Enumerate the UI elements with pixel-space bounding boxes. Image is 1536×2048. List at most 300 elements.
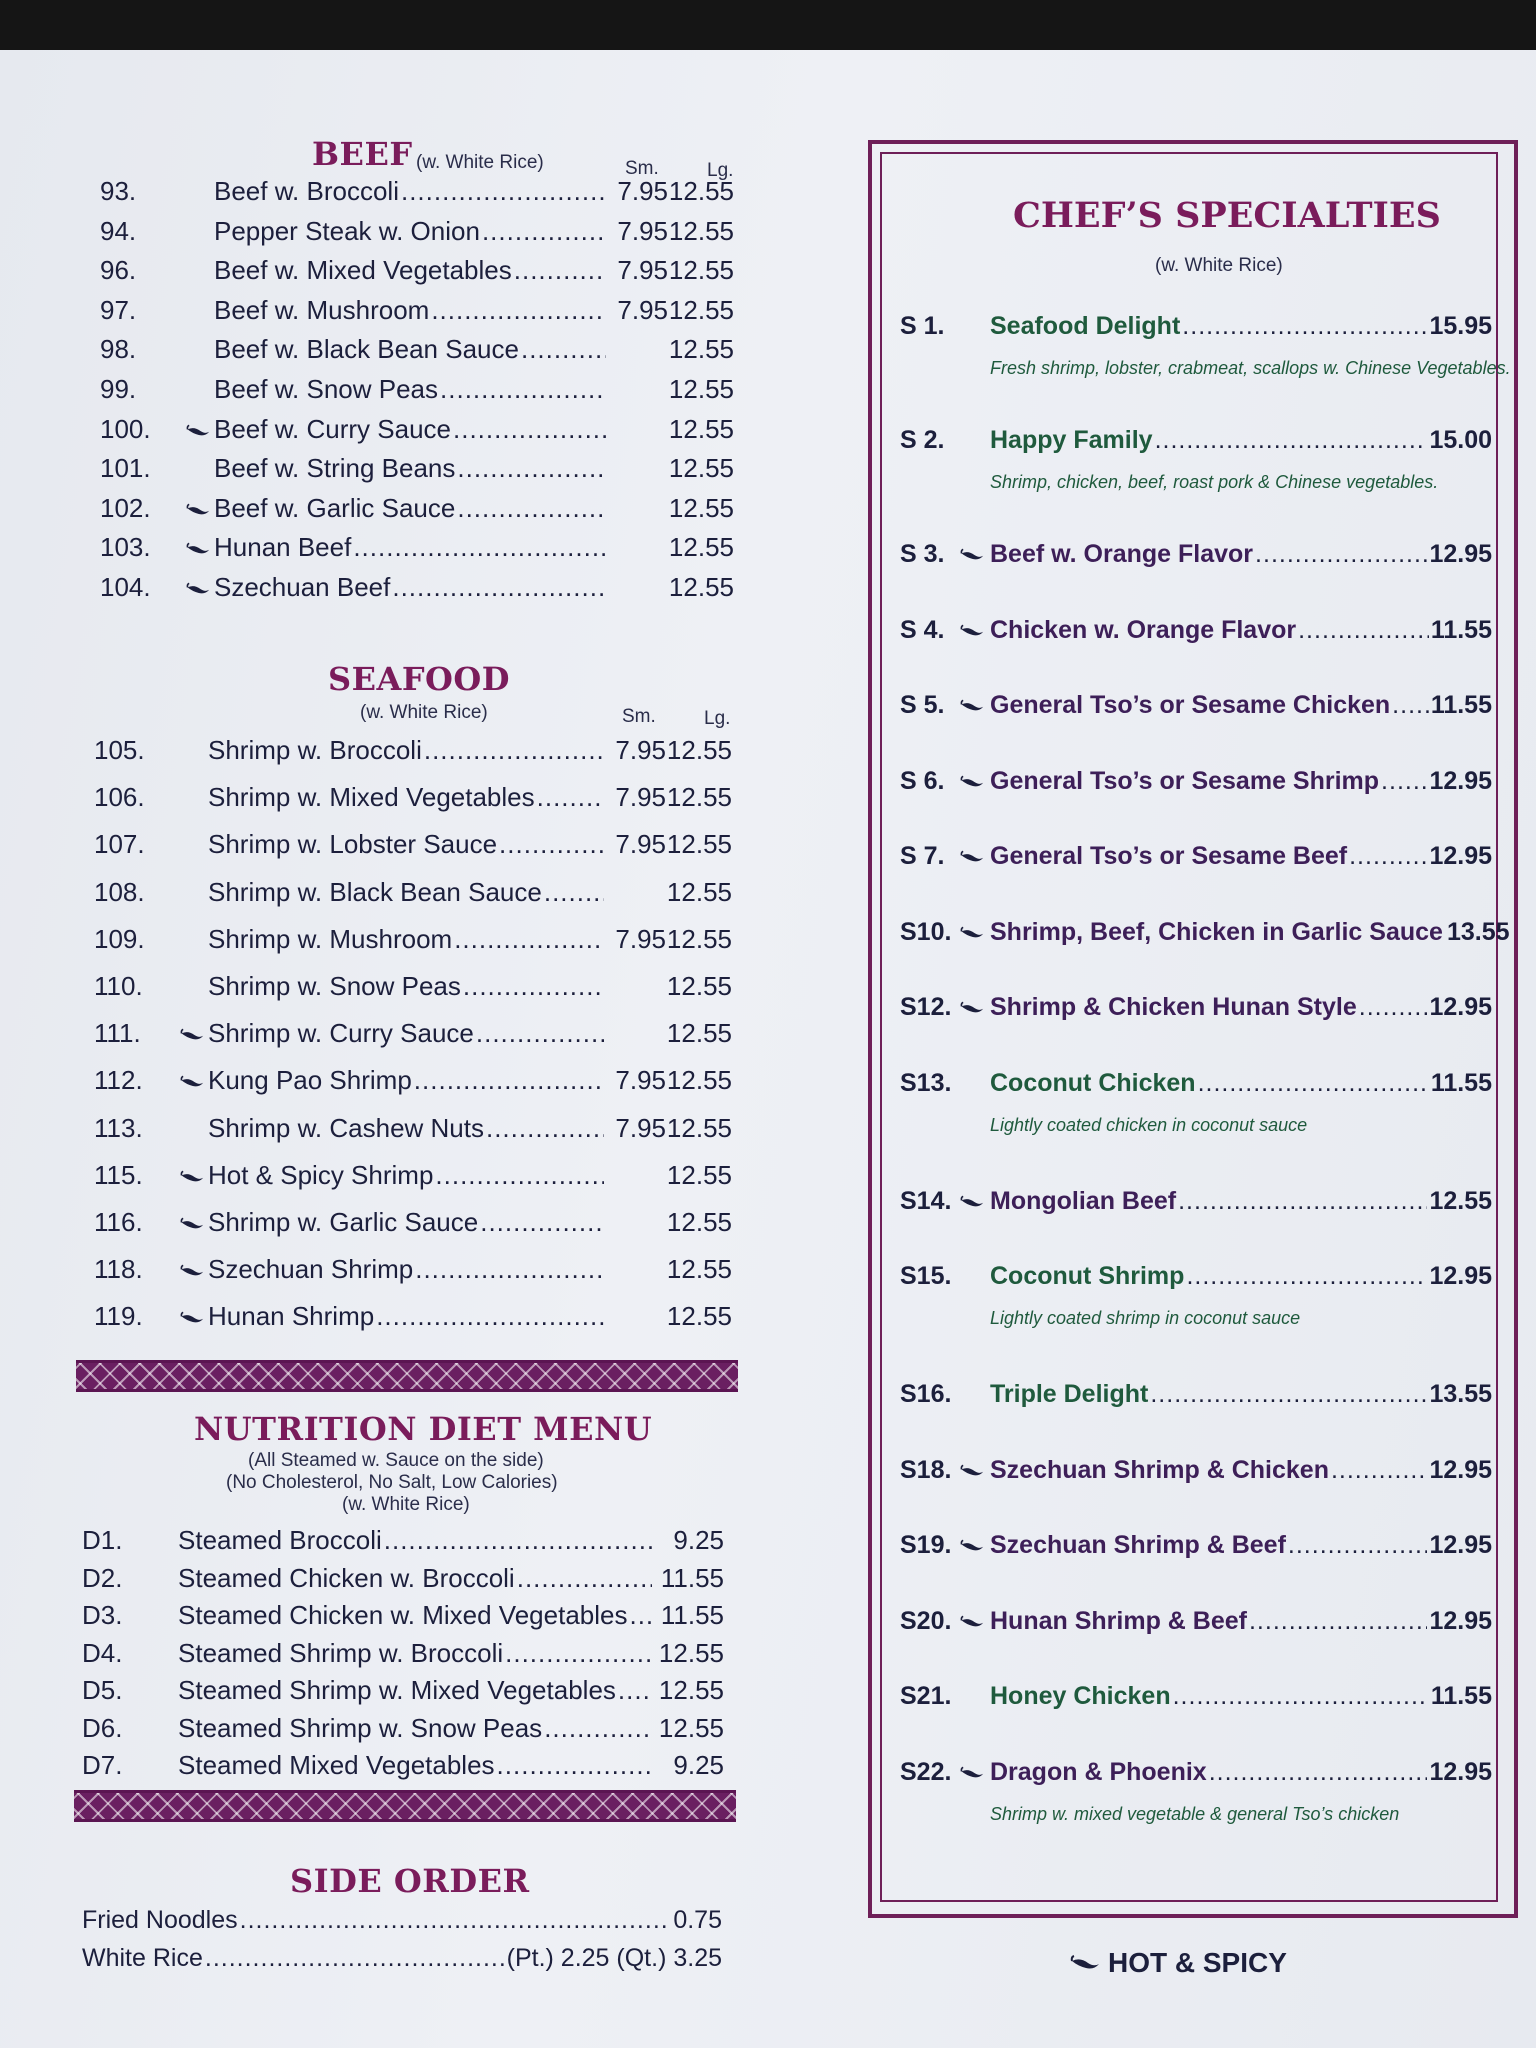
- beef-note: (w. White Rice): [416, 152, 544, 173]
- pepper-icon: [186, 500, 214, 523]
- small-price: 7.95: [615, 923, 666, 954]
- item-name: Shrimp w. Curry Sauce: [208, 1018, 474, 1049]
- item-number: S12.: [900, 993, 952, 1021]
- item-name: Steamed Chicken w. Mixed Vegetables: [178, 1600, 628, 1630]
- large-price: 12.55: [666, 876, 732, 907]
- item-price: 9.25: [673, 1525, 724, 1555]
- menu-item-row: [94, 971, 732, 1005]
- diet-item-row: [82, 1750, 724, 1784]
- item-name: Beef w. Curry Sauce: [214, 413, 451, 444]
- item-number: S16.: [900, 1380, 952, 1408]
- item-name: Steamed Chicken w. Broccoli: [178, 1562, 515, 1593]
- leader-dots: [1381, 767, 1427, 796]
- seafood-note: (w. White Rice): [360, 702, 488, 723]
- item-number: 98.: [100, 334, 137, 365]
- large-price: 12.55: [666, 1301, 732, 1332]
- leader-dots: [1349, 842, 1427, 871]
- item-price: 11.55: [660, 1600, 724, 1630]
- item-name: Honey Chicken: [990, 1682, 1171, 1710]
- item-price: 12.95: [1429, 1757, 1492, 1786]
- leader-dots: [497, 1750, 652, 1781]
- chef-item-row: [900, 312, 1492, 346]
- side-title: SIDE ORDER: [290, 1862, 530, 1900]
- diet-item-row: [82, 1638, 724, 1672]
- pepper-icon: [960, 1612, 990, 1635]
- item-number: 113.: [94, 1112, 143, 1143]
- leader-dots: [1288, 1531, 1428, 1560]
- item-name: White Rice: [82, 1944, 203, 1972]
- leader-dots: [1186, 1262, 1427, 1291]
- item-number: 105.: [94, 735, 145, 765]
- leader-dots: [544, 877, 604, 908]
- item-description: Shrimp, chicken, beef, roast pork & Chinese vegetables.: [990, 472, 1439, 492]
- item-name: Beef w. Black Bean Sauce: [214, 334, 519, 365]
- item-price: 11.55: [1430, 1682, 1492, 1710]
- large-price: 12.55: [666, 1112, 732, 1143]
- large-price: 12.55: [668, 255, 734, 286]
- item-name: Shrimp, Beef, Chicken in Garlic Sauce: [990, 917, 1443, 946]
- small-price: 7.95: [617, 255, 668, 286]
- item-number: S 5.: [900, 691, 945, 719]
- pepper-icon: [180, 1167, 208, 1190]
- diet-item-row: [82, 1563, 724, 1597]
- item-number: D2.: [82, 1562, 123, 1593]
- chef-item-row: [900, 767, 1492, 801]
- chef-item-row: [900, 1607, 1492, 1641]
- chef-item-row: [900, 540, 1492, 574]
- menu-item-row: [94, 1113, 732, 1147]
- item-number: 100.: [100, 413, 151, 444]
- chef-item-row: [900, 691, 1492, 725]
- item-description: Shrimp w. mixed vegetable & general Tso’s chicken: [990, 1803, 1400, 1824]
- leader-dots: [505, 1638, 652, 1669]
- pepper-icon: [960, 1763, 990, 1786]
- leader-dots: [517, 1563, 652, 1594]
- item-price: 12.95: [1429, 1531, 1492, 1559]
- item-name: Shrimp w. Snow Peas: [208, 971, 461, 1001]
- leader-dots: [414, 1065, 604, 1096]
- large-price: 12.55: [666, 1207, 732, 1237]
- item-number: 118.: [94, 1254, 143, 1285]
- item-number: 102.: [100, 492, 151, 523]
- large-price: 12.55: [666, 923, 732, 954]
- item-number: S21.: [900, 1682, 952, 1710]
- menu-item-row: [100, 374, 734, 408]
- item-price: 12.55: [1429, 1186, 1492, 1215]
- menu-item-row: [94, 877, 732, 911]
- item-number: S 3.: [900, 540, 945, 568]
- menu-item-row: [100, 572, 734, 606]
- item-number: 116.: [94, 1207, 143, 1237]
- small-price: 7.95: [615, 829, 666, 860]
- item-name: Coconut Shrimp: [990, 1262, 1185, 1290]
- large-price: 12.55: [668, 453, 734, 484]
- leader-dots: [521, 334, 606, 365]
- item-price: 11.55: [1430, 615, 1492, 644]
- leader-dots: [1150, 1380, 1427, 1409]
- item-price: 12.95: [1429, 1455, 1492, 1484]
- item-number: S18.: [900, 1455, 952, 1484]
- leader-dots: [1198, 1069, 1429, 1098]
- chef-item-row: [900, 1187, 1492, 1221]
- menu-item-row: [94, 782, 732, 816]
- item-name: Steamed Shrimp w. Mixed Vegetables: [178, 1675, 616, 1705]
- item-description: Fresh shrimp, lobster, crabmeat, scallops w. Chinese Vegetables.: [990, 358, 1511, 378]
- leader-dots: [1392, 691, 1429, 720]
- seafood-lg-header: Lg.: [704, 708, 731, 729]
- leader-dots: [401, 176, 606, 207]
- item-name: Shrimp w. Mushroom: [208, 923, 453, 954]
- menu-item-row: [100, 255, 734, 289]
- large-price: 12.55: [668, 334, 734, 365]
- leader-dots: [1178, 1187, 1427, 1216]
- item-name: Hunan Shrimp: [208, 1301, 375, 1332]
- item-price: 13.55: [1446, 917, 1510, 946]
- item-name: Steamed Mixed Vegetables: [178, 1750, 495, 1780]
- item-price: 15.95: [1429, 312, 1492, 340]
- diet-title: NUTRITION DIET MENU: [194, 1410, 653, 1448]
- pepper-icon: [186, 579, 214, 602]
- item-number: 108.: [94, 876, 145, 907]
- item-name: Steamed Broccoli: [178, 1525, 382, 1555]
- pepper-icon: [180, 1025, 208, 1048]
- pepper-icon: [960, 1536, 990, 1559]
- menu-item-row: [100, 414, 734, 448]
- chef-item-row: [900, 1758, 1492, 1792]
- pepper-icon: [180, 1214, 208, 1237]
- small-price: 7.95: [615, 1112, 666, 1143]
- leader-dots: [463, 971, 604, 1002]
- item-name: Beef w. Snow Peas: [214, 374, 439, 404]
- chef-item-row: [900, 426, 1492, 460]
- legend-label: HOT & SPICY: [1108, 1947, 1287, 1978]
- leader-dots: [392, 572, 606, 603]
- item-number: 99.: [100, 374, 137, 404]
- leader-dots: [453, 414, 606, 445]
- large-price: 12.55: [668, 572, 734, 602]
- pepper-icon: [186, 539, 214, 562]
- leader-dots: [1249, 1607, 1427, 1636]
- large-price: 12.55: [668, 532, 734, 563]
- item-name: Mongolian Beef: [990, 1186, 1177, 1215]
- item-number: D3.: [82, 1600, 123, 1630]
- item-price: 15.00: [1429, 426, 1492, 454]
- diet-note-2: (No Cholesterol, No Salt, Low Calories): [226, 1472, 558, 1493]
- item-number: 112.: [94, 1065, 143, 1096]
- item-number: D4.: [82, 1637, 123, 1668]
- side-item-row: [82, 1944, 722, 1978]
- item-name: Beef w. Mixed Vegetables: [214, 255, 512, 286]
- beef-lg-header: Lg.: [707, 160, 734, 181]
- large-price: 12.55: [666, 829, 732, 860]
- leader-dots: [376, 1301, 604, 1332]
- large-price: 12.55: [668, 413, 734, 444]
- large-price: 12.55: [668, 294, 734, 325]
- large-price: 12.55: [666, 782, 732, 813]
- diet-item-row: [82, 1600, 724, 1634]
- leader-dots: [240, 1906, 672, 1935]
- item-number: S 6.: [900, 766, 945, 795]
- item-number: S10.: [900, 917, 952, 946]
- side-item-row: [82, 1906, 722, 1940]
- item-name: Shrimp w. Lobster Sauce: [208, 829, 498, 860]
- menu-item-row: [100, 493, 734, 527]
- item-number: S13.: [900, 1068, 952, 1097]
- seafood-title: SEAFOOD: [328, 660, 511, 698]
- leader-dots: [457, 493, 606, 524]
- small-price: 7.95: [615, 1065, 666, 1096]
- item-number: 110.: [94, 971, 143, 1001]
- pepper-icon: [960, 696, 990, 719]
- item-name: Beef w. Garlic Sauce: [214, 492, 456, 523]
- small-price: 7.95: [617, 215, 668, 246]
- chef-item-row: [900, 1531, 1492, 1565]
- item-number: 111.: [94, 1018, 141, 1049]
- menu-item-row: [94, 924, 732, 958]
- leader-dots: [499, 829, 604, 860]
- item-price: 12.95: [1429, 993, 1492, 1021]
- item-number: 97.: [100, 294, 137, 325]
- item-price: 12.55: [658, 1675, 724, 1705]
- pepper-icon: [186, 421, 214, 444]
- item-number: S 2.: [900, 426, 945, 454]
- item-number: 106.: [94, 782, 145, 813]
- leader-dots: [618, 1675, 652, 1706]
- large-price: 12.55: [666, 735, 732, 765]
- chef-item-row: [900, 1069, 1492, 1103]
- item-name: Steamed Shrimp w. Snow Peas: [178, 1712, 543, 1743]
- item-name: Beef w. String Beans: [214, 453, 456, 484]
- item-price: 11.55: [1430, 691, 1492, 719]
- seafood-sm-header: Sm.: [622, 706, 656, 727]
- leader-dots: [1155, 426, 1428, 455]
- menu-item-row: [100, 532, 734, 566]
- large-price: 12.55: [666, 1018, 732, 1049]
- menu-item-row: [94, 1207, 732, 1241]
- item-name: Coconut Chicken: [990, 1068, 1196, 1097]
- chef-note: (w. White Rice): [1155, 255, 1283, 276]
- item-price: 11.55: [660, 1562, 724, 1593]
- item-name: Shrimp w. Garlic Sauce: [208, 1207, 479, 1237]
- menu-item-row: [94, 1301, 732, 1335]
- item-name: Szechuan Shrimp & Beef: [990, 1531, 1286, 1559]
- pepper-icon: [180, 1261, 208, 1284]
- decorative-band: [76, 1360, 738, 1392]
- beef-title: BEEF: [312, 135, 413, 173]
- pepper-icon: [960, 621, 990, 644]
- menu-item-row: [94, 1065, 732, 1099]
- pepper-icon: [960, 847, 990, 870]
- item-number: 94.: [100, 215, 137, 246]
- item-name: Hunan Beef: [214, 532, 352, 563]
- leader-dots: [440, 374, 606, 405]
- menu-item-row: [100, 453, 734, 487]
- item-price: (Pt.) 2.25 (Qt.) 3.25: [506, 1944, 722, 1972]
- chef-item-row: [900, 1380, 1492, 1414]
- chef-title: CHEF’S SPECIALTIES: [1013, 195, 1441, 236]
- item-number: 96.: [100, 255, 137, 286]
- menu-item-row: [94, 1018, 732, 1052]
- leader-dots: [544, 1713, 652, 1744]
- menu-item-row: [94, 1254, 732, 1288]
- leader-dots: [482, 216, 606, 247]
- item-price: 12.95: [1429, 1262, 1492, 1290]
- item-number: 107.: [94, 829, 145, 860]
- item-number: S22.: [900, 1757, 952, 1786]
- item-price: 12.55: [658, 1712, 724, 1743]
- pepper-icon: [960, 1461, 990, 1484]
- item-number: S14.: [900, 1186, 952, 1215]
- item-price: 12.55: [658, 1637, 724, 1668]
- leader-dots: [1331, 1456, 1427, 1485]
- leader-dots: [1359, 993, 1428, 1022]
- item-price: 13.55: [1429, 1380, 1492, 1408]
- large-price: 12.55: [668, 215, 734, 246]
- item-number: 119.: [94, 1301, 143, 1332]
- leader-dots: [415, 1254, 604, 1285]
- item-price: 12.95: [1429, 842, 1492, 870]
- item-name: Steamed Shrimp w. Broccoli: [178, 1637, 504, 1668]
- item-name: Shrimp w. Black Bean Sauce: [208, 876, 542, 907]
- item-name: Beef w. Broccoli: [214, 176, 399, 206]
- diet-item-row: [82, 1525, 724, 1559]
- item-price: 9.25: [673, 1750, 724, 1780]
- large-price: 12.55: [666, 1159, 732, 1190]
- small-price: 7.95: [617, 176, 668, 206]
- item-name: Shrimp w. Mixed Vegetables: [208, 782, 535, 813]
- item-number: 101.: [100, 453, 151, 484]
- item-price: 11.55: [1430, 1068, 1492, 1097]
- item-name: Shrimp w. Broccoli: [208, 735, 422, 765]
- item-name: General Tso’s or Sesame Beef: [990, 842, 1348, 870]
- diet-note-3: (w. White Rice): [342, 1494, 470, 1515]
- diet-item-row: [82, 1675, 724, 1709]
- item-number: 103.: [100, 532, 151, 563]
- leader-dots: [537, 782, 604, 813]
- small-price: 7.95: [615, 782, 666, 813]
- leader-dots: [514, 255, 606, 286]
- leader-dots: [205, 1944, 505, 1973]
- large-price: 12.55: [666, 1065, 732, 1096]
- item-number: S20.: [900, 1606, 952, 1635]
- leader-dots: [486, 1113, 604, 1144]
- large-price: 12.55: [668, 492, 734, 523]
- chef-item-row: [900, 1456, 1492, 1490]
- leader-dots: [629, 1600, 652, 1631]
- leader-dots: [1173, 1682, 1429, 1711]
- item-name: Hunan Shrimp & Beef: [990, 1606, 1247, 1635]
- item-number: D7.: [82, 1750, 123, 1780]
- pepper-icon: [960, 545, 990, 568]
- item-name: Seafood Delight: [990, 312, 1181, 340]
- menu-item-row: [94, 829, 732, 863]
- pepper-icon: [180, 1072, 208, 1095]
- pepper-icon: [960, 998, 990, 1021]
- item-name: Pepper Steak w. Onion: [214, 215, 480, 246]
- leader-dots: [1182, 312, 1427, 341]
- large-price: 12.55: [668, 176, 734, 206]
- item-name: Fried Noodles: [82, 1906, 238, 1934]
- chef-item-row: [900, 917, 1510, 952]
- menu-item-row: [94, 1160, 732, 1194]
- item-number: S 4.: [900, 615, 945, 644]
- item-number: S15.: [900, 1262, 952, 1290]
- large-price: 12.55: [668, 374, 734, 404]
- item-price: 12.95: [1429, 540, 1492, 568]
- item-name: Kung Pao Shrimp: [208, 1065, 412, 1096]
- leader-dots: [435, 1160, 604, 1191]
- item-name: Triple Delight: [990, 1380, 1149, 1408]
- leader-dots: [1298, 616, 1429, 645]
- item-price: 12.95: [1429, 766, 1492, 795]
- leader-dots: [476, 1018, 604, 1049]
- item-name: General Tso’s or Sesame Chicken: [990, 691, 1391, 719]
- large-price: 12.55: [666, 1254, 732, 1285]
- item-name: Beef w. Orange Flavor: [990, 540, 1254, 568]
- leader-dots: [424, 735, 604, 766]
- item-number: 109.: [94, 923, 145, 954]
- leader-dots: [431, 295, 606, 326]
- leader-dots: [480, 1207, 604, 1238]
- pepper-icon: [180, 1308, 208, 1331]
- item-name: General Tso’s or Sesame Shrimp: [990, 766, 1380, 795]
- pepper-icon: [1070, 1955, 1100, 1971]
- leader-dots: [1255, 540, 1427, 569]
- item-number: D1.: [82, 1525, 123, 1555]
- small-price: 7.95: [615, 735, 666, 765]
- item-number: S19.: [900, 1531, 952, 1559]
- menu-item-row: [94, 735, 732, 769]
- item-name: Hot & Spicy Shrimp: [208, 1159, 434, 1190]
- beef-sm-header: Sm.: [625, 158, 659, 179]
- chef-item-row: [900, 1262, 1492, 1296]
- item-number: S 1.: [900, 312, 945, 340]
- item-price: 0.75: [673, 1906, 722, 1934]
- item-description: Lightly coated shrimp in coconut sauce: [990, 1308, 1301, 1328]
- item-name: Happy Family: [990, 426, 1153, 454]
- item-name: Szechuan Shrimp: [208, 1254, 414, 1285]
- leader-dots: [353, 532, 606, 563]
- diet-item-row: [82, 1713, 724, 1747]
- item-number: D5.: [82, 1675, 123, 1705]
- item-number: D6.: [82, 1712, 123, 1743]
- item-number: 104.: [100, 572, 151, 602]
- item-number: S 7.: [900, 842, 945, 870]
- menu-item-row: [100, 295, 734, 329]
- menu-item-row: [100, 216, 734, 250]
- large-price: 12.55: [666, 971, 732, 1001]
- leader-dots: [457, 453, 606, 484]
- leader-dots: [454, 924, 604, 955]
- item-price: 12.95: [1429, 1606, 1492, 1635]
- pepper-icon: [960, 772, 990, 795]
- hot-spicy-legend: [1070, 1947, 1287, 1979]
- decorative-band: [74, 1790, 736, 1822]
- item-description: Lightly coated chicken in coconut sauce: [990, 1114, 1308, 1135]
- pepper-icon: [960, 923, 990, 946]
- pepper-icon: [960, 1192, 990, 1215]
- item-name: Beef w. Mushroom: [214, 294, 430, 325]
- item-name: Dragon & Phoenix: [990, 1757, 1207, 1786]
- item-name: Shrimp & Chicken Hunan Style: [990, 993, 1357, 1021]
- menu-item-row: [100, 334, 734, 368]
- item-number: 115.: [94, 1159, 143, 1190]
- leader-dots: [384, 1525, 652, 1556]
- chef-item-row: [900, 842, 1492, 876]
- chef-item-row: [900, 616, 1492, 650]
- leader-dots: [1209, 1758, 1428, 1787]
- chef-item-row: [900, 993, 1492, 1027]
